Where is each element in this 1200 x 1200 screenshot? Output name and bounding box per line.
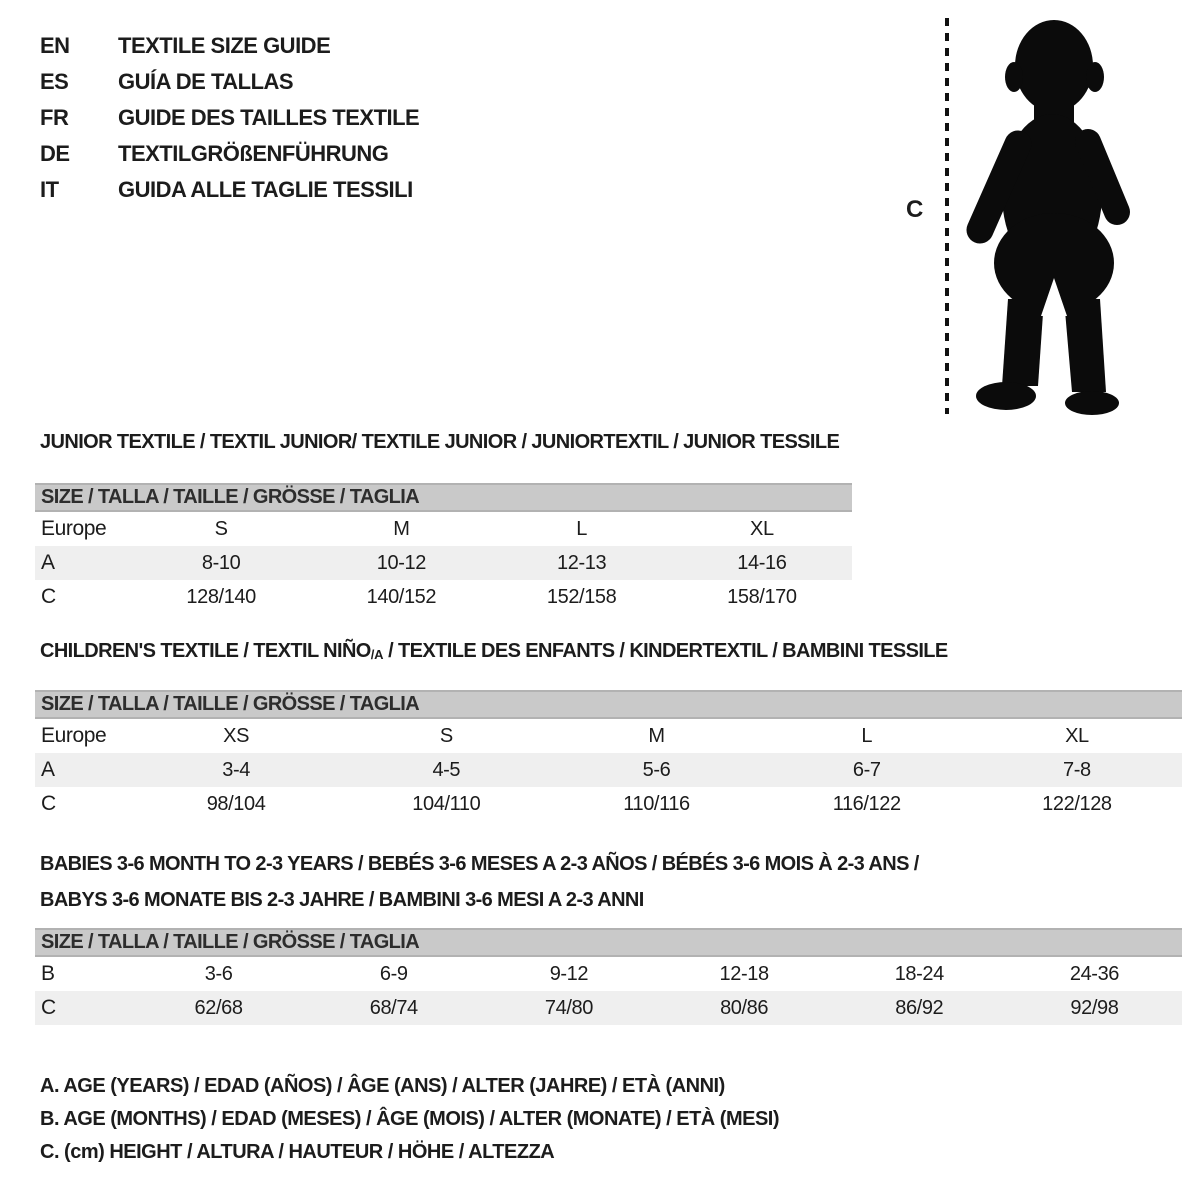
size-cell: 8-10 — [201, 551, 241, 574]
size-cell: 6-7 — [852, 758, 881, 781]
childrens-size-table — [35, 690, 1182, 821]
childrens-table-title — [40, 639, 948, 663]
row-label: C — [41, 792, 56, 815]
babies-table-title — [40, 846, 919, 918]
size-cell: 3-6 — [204, 962, 233, 985]
size-cell: L — [576, 517, 587, 540]
size-cell: 80/86 — [720, 996, 769, 1019]
baby-silhouette-icon — [964, 16, 1136, 416]
table-row — [35, 580, 852, 614]
language-row — [40, 28, 419, 64]
language-row — [40, 100, 419, 136]
table-row — [35, 753, 1182, 787]
size-cell: 74/80 — [544, 996, 593, 1019]
size-cell: 86/92 — [895, 996, 944, 1019]
size-cell: M — [648, 724, 665, 747]
size-cell: XL — [750, 517, 774, 540]
size-cell: 116/122 — [832, 792, 901, 815]
size-cell: 98/104 — [206, 792, 266, 815]
size-cell: 4-5 — [432, 758, 461, 781]
language-label: TEXTILE SIZE GUIDE — [118, 33, 331, 58]
size-cell: 24-36 — [1069, 962, 1120, 985]
table-row — [35, 991, 1182, 1025]
language-code: IT — [40, 177, 59, 202]
size-cell: 6-9 — [379, 962, 408, 985]
language-label: GUIDE DES TAILLES TEXTILE — [118, 105, 420, 130]
size-cell: 140/152 — [366, 585, 437, 608]
size-cell: 92/98 — [1070, 996, 1119, 1019]
size-cell: XS — [223, 724, 250, 747]
table-title-line — [40, 846, 919, 882]
language-row — [40, 64, 419, 100]
size-cell: 12-13 — [557, 551, 607, 574]
row-label: Europe — [41, 724, 107, 747]
language-label: GUIDA ALLE TAGLIE TESSILI — [118, 177, 413, 202]
table-title-text: / TEXTILE DES ENFANTS / KINDERTEXTIL / BAMBINI TESSILE — [383, 640, 948, 662]
row-label: C — [41, 996, 56, 1019]
baby-figure — [900, 0, 1200, 430]
size-cell: 3-4 — [222, 758, 250, 781]
table-row — [35, 719, 1182, 753]
row-label: C — [41, 585, 56, 608]
size-cell: L — [861, 724, 873, 747]
size-cell: 68/74 — [369, 996, 418, 1019]
table-row — [35, 546, 852, 580]
table-row — [35, 512, 852, 546]
size-header-row: SIZE / TALLA / TAILLE / GRÖSSE / TAGLIA — [35, 690, 1182, 719]
language-code: ES — [40, 69, 69, 94]
language-label: GUÍA DE TALLAS — [118, 69, 294, 94]
size-cell: 128/140 — [186, 585, 256, 608]
size-cell: 7-8 — [1063, 758, 1091, 781]
legend-line: A. AGE (YEARS) / EDAD (AÑOS) / ÂGE (ANS) / ALTER (JAHRE) / ETÀ (ANNI) — [40, 1075, 725, 1097]
row-label: A — [41, 551, 55, 574]
size-cell: 5-6 — [642, 758, 671, 781]
size-cell: 110/116 — [623, 792, 690, 815]
size-cell: 18-24 — [894, 962, 944, 985]
size-cell: 12-18 — [719, 962, 769, 985]
language-code: EN — [40, 33, 70, 58]
junior-size-table — [35, 483, 852, 614]
size-cell: 62/68 — [194, 996, 243, 1019]
table-title-line — [40, 639, 948, 663]
size-cell: 152/158 — [546, 585, 617, 608]
height-measure-line — [942, 16, 952, 416]
row-label: B — [41, 962, 55, 985]
size-cell: 9-12 — [549, 962, 589, 985]
junior-table-title — [40, 430, 839, 454]
table-title-text: JUNIOR TEXTILE / TEXTIL JUNIOR/ TEXTILE JUNIOR / JUNIORTEXTIL / JUNIOR TESSILE — [40, 431, 840, 453]
language-code: FR — [40, 105, 69, 130]
size-cell: 158/170 — [727, 585, 797, 608]
table-row — [35, 787, 1182, 821]
table-title-text: BABIES 3-6 MONTH TO 2-3 YEARS / BEBÉS 3-6 MESES A 2-3 AÑOS / BÉBÉS 3-6 MOIS À 2-3 ANS / — [40, 853, 919, 875]
size-cell: S — [214, 517, 228, 540]
row-label: A — [41, 758, 55, 781]
language-row — [40, 172, 419, 208]
size-header-row: SIZE / TALLA / TAILLE / GRÖSSE / TAGLIA — [35, 928, 1182, 957]
language-label: TEXTILGRÖßENFÜHRUNG — [118, 141, 389, 166]
size-cell: S — [439, 724, 453, 747]
language-row — [40, 136, 419, 172]
legend-line: C. (cm) HEIGHT / ALTURA / HAUTEUR / HÖHE / ALTEZZA — [40, 1141, 555, 1163]
table-title-line — [40, 430, 839, 454]
table-title-text: BABYS 3-6 MONATE BIS 2-3 JAHRE / BAMBINI 3-6 MESI A 2-3 ANNI — [40, 889, 644, 911]
language-title-block — [40, 28, 419, 208]
table-title-text: /A — [370, 647, 384, 662]
table-title-line — [40, 882, 919, 918]
size-cell: 104/110 — [412, 792, 481, 815]
legend-line: B. AGE (MONTHS) / EDAD (MESES) / ÂGE (MOIS) / ALTER (MONATE) / ETÀ (MESI) — [40, 1108, 780, 1130]
size-cell: 10-12 — [376, 551, 426, 574]
language-code: DE — [40, 141, 70, 166]
size-header-row: SIZE / TALLA / TAILLE / GRÖSSE / TAGLIA — [35, 483, 852, 512]
size-cell: 14-16 — [737, 551, 787, 574]
height-measure-label: C — [906, 196, 924, 223]
size-cell: XL — [1065, 724, 1089, 747]
size-cell: M — [393, 517, 410, 540]
size-cell: 122/128 — [1042, 792, 1112, 815]
babies-size-table — [35, 928, 1182, 1025]
table-title-text: CHILDREN'S TEXTILE / TEXTIL NIÑO — [40, 640, 371, 662]
measurement-legend — [40, 1070, 779, 1169]
row-label: Europe — [41, 517, 107, 540]
table-row — [35, 957, 1182, 991]
